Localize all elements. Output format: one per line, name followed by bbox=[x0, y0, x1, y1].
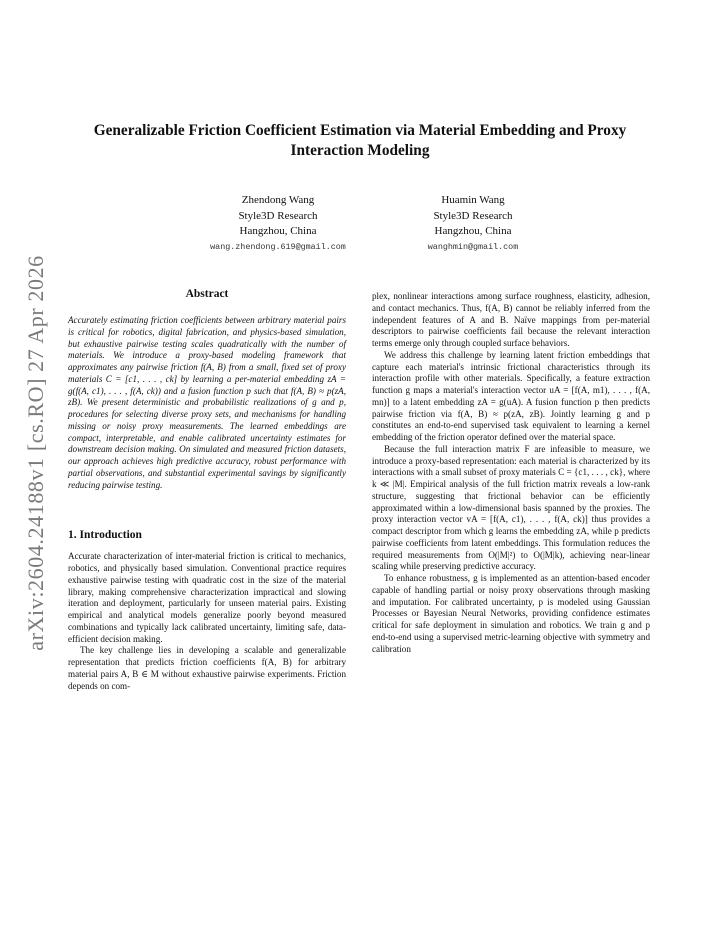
abstract-text: Accurately estimating friction coefficients between arbitrary material pairs is critical for robotics, digital fabrication, and physics-based simulation, but exhaustive pairwise testing scales quadratically with the number of materials. We introduce a proxy-based modeling framework that approximates any pairwise friction f(A, B) from a small, fixed set of proxy materials C = [c1, . . . , ck] by learning a per-material embedding zA = g(f(A, c1), . . . , f(A, ck)) and a fusion function p such that f(A, B) ≈ p(zA, zB). We present deterministic and probabilistic realizations of g and p, procedures for selecting diverse proxy sets, and mechanisms for handling missing or noisy proxy measurements. The learned embeddings are compact, interpretable, and enable calibrated uncertainty estimates for downstream decision making. On simulated and measured friction datasets, our approach achieves high predictive accuracy, robust performance with partial observations, and substantial experimental savings by significantly reducing pairwise testing. bbox=[68, 315, 346, 490]
author-email: wang.zhendong.619@gmail.com bbox=[210, 241, 346, 252]
section-heading-introduction: 1. Introduction bbox=[68, 529, 142, 542]
arxiv-identifier-text: arXiv:2604.24188v1 [cs.RO] 27 Apr 2026 bbox=[23, 255, 49, 651]
abstract-heading: Abstract bbox=[185, 288, 229, 300]
author-email: wanghmin@gmail.com bbox=[427, 241, 519, 252]
arxiv-identifier bbox=[8, 255, 64, 651]
author-affiliation: Style3D Research bbox=[433, 209, 513, 222]
intro-paragraph: The key challenge lies in developing a scalable and generalizable representation that predicts friction coefficients f(A, B) for arbitrary material pairs A, B ∈ M without exhaustive pairwise experiments. Friction depends on com- bbox=[68, 645, 346, 691]
intro-paragraph: Accurate characterization of inter-material friction is critical to mechanics, robotics, and physically based simulation. Conventional practice requires exhaustive pairwise testing with quadratic cost in the size of the material library, making comprehensive characterization impractical and slowing iteration and deployment, particularly for unseen material pairs. Existing empirical and analytical models generalize poorly beyond measured combinations and typically lack calibrated uncertainty, limiting safe, data-efficient decision making. bbox=[68, 551, 346, 644]
author-block-2 bbox=[378, 193, 568, 255]
author-name: Zhendong Wang bbox=[241, 194, 315, 206]
author-name: Huamin Wang bbox=[441, 194, 505, 206]
body-paragraph: plex, nonlinear interactions among surface roughness, elasticity, adhesion, and contact mechanics. Thus, f(A, B) cannot be reliably inferred from the independent features of A and B. Naïve mappings from per-material descriptors to pairwise coefficients fail because the relevant interaction terms emerge only through coupled surface behaviors. bbox=[372, 291, 650, 348]
left-column bbox=[68, 288, 346, 692]
body-paragraph: We address this challenge by learning latent friction embeddings that capture each material's intrinsic frictional characteristics through its interaction profile with other materials. Specifically, a feature extraction function g maps a material's interaction vector uA = [f(A, m1), . . . , f(A, mn)] to a latent embedding zA = g(uA). A fusion function p then predicts pairwise friction via f(A, B) ≈ p(zA, zB). Jointly learning g and p constitutes an end-to-end supervised task equivalent to learning a kernel embedding of the friction operator defined over the material space. bbox=[372, 349, 650, 442]
author-location: Hangzhou, China bbox=[239, 225, 317, 237]
author-location: Hangzhou, China bbox=[434, 225, 512, 237]
paper-title: Generalizable Friction Coefficient Estimation via Material Embedding and Proxy Interaction Modeling bbox=[93, 122, 627, 159]
author-affiliation: Style3D Research bbox=[238, 209, 318, 222]
body-paragraph: To enhance robustness, g is implemented as an attention-based encoder capable of handling partial or noisy proxy observations through masking and imputation. For calibrated uncertainty, p is modeled using Gaussian Processes or Bayesian Neural Networks, providing confidence estimates critical for safe deployment in simulation and robotics. We train g and p end-to-end using a supervised metric-learning objective with symmetry and calibration bbox=[372, 573, 650, 654]
right-column bbox=[372, 291, 650, 655]
author-block-1 bbox=[183, 193, 373, 255]
body-paragraph: Because the full interaction matrix F are infeasible to measure, we introduce a proxy-based representation: each material is characterized by its interactions with a small subset of proxy materials C = {c1, . . . , ck}, where k ≪ |M|. Empirical analysis of the full friction matrix reveals a low-rank structure, suggesting that frictional behavior can be efficiently approximated within a low-dimensional basis spanned by the proxies. The proxy interaction vector vA = [f(A, c1), . . . , f(A, ck)] thus provides a compact descriptor from which g learns the embedding zA, while p predicts pairwise coefficients from latent embeddings. This formulation reduces the required measurements from O(|M|²) to O(|M|k), achieving near-linear scaling while preserving predictive accuracy. bbox=[372, 443, 650, 572]
